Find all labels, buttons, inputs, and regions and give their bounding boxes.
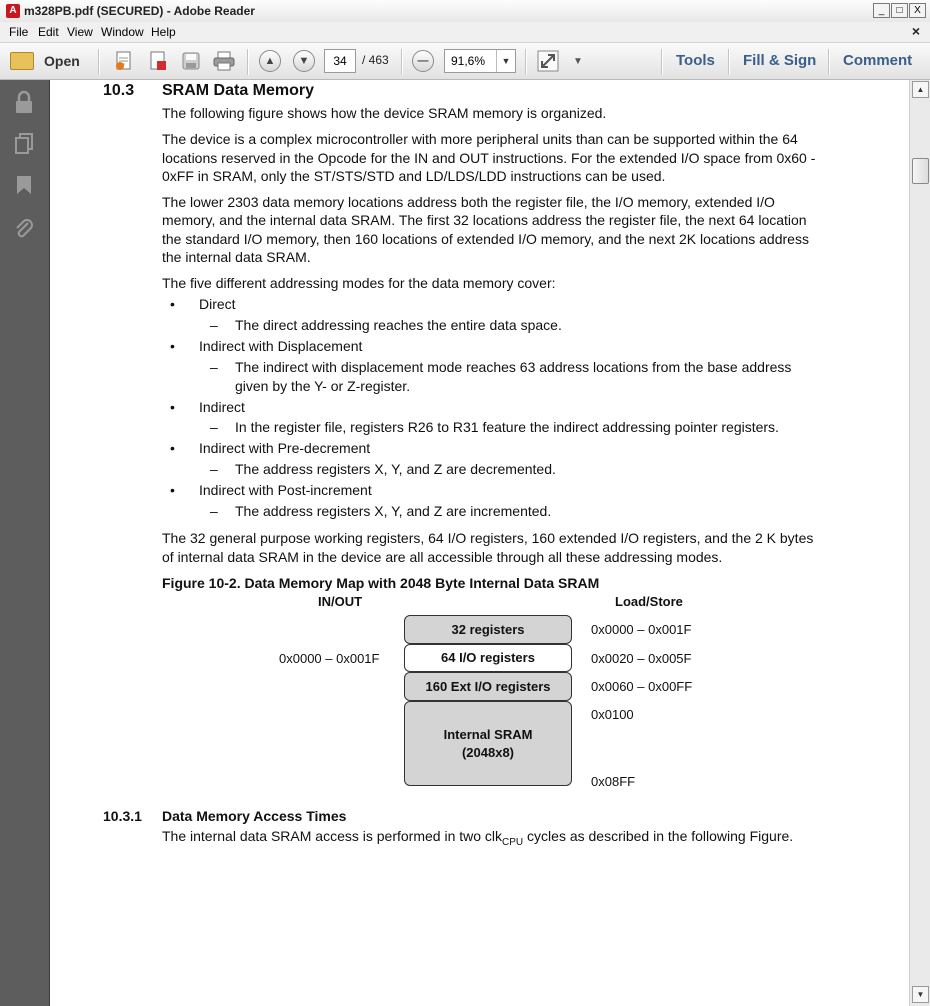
section-title: SRAM Data Memory — [162, 82, 315, 99]
paragraph-line: locations reserved in the Opcode for the IN and OUT instructions. For the extended I/O space from 0x60 - — [162, 149, 816, 166]
sub-list-item: The direct addressing reaches the entire data space. — [235, 317, 562, 333]
minimize-button[interactable]: _ — [873, 3, 890, 18]
paragraph-line: The 32 general purpose working registers, 64 I/O registers, 160 extended I/O registers, and the 2 K bytes — [162, 530, 814, 546]
dash: – — [210, 503, 218, 519]
save-icon[interactable] — [180, 50, 202, 72]
sub-list-item: given by the Y- or Z-register. — [235, 377, 411, 394]
chevron-down-icon: ▼ — [573, 55, 583, 67]
next-page-button[interactable] — [293, 50, 315, 72]
title-bar — [0, 0, 930, 23]
dash: – — [210, 419, 218, 435]
menu-window[interactable]: Window — [101, 25, 144, 39]
menu-view[interactable]: View — [67, 25, 93, 39]
minus-icon: — — [412, 50, 434, 72]
scrollbar-thumb[interactable] — [912, 158, 929, 184]
folder-icon — [10, 52, 34, 70]
zoom-out-button[interactable] — [412, 50, 434, 72]
address-label: 0x0020 – 0x005F — [591, 651, 692, 666]
bullet: • — [170, 399, 175, 415]
paragraph — [162, 827, 822, 852]
print-icon[interactable] — [213, 50, 235, 72]
sub-list-item: The address registers X, Y, and Z are decremented. — [235, 461, 556, 477]
dash: – — [210, 317, 218, 333]
expand-icon — [537, 50, 559, 72]
sram-size: (2048x8) — [461, 745, 515, 760]
vertical-scrollbar[interactable] — [909, 80, 930, 1006]
dash: – — [210, 461, 218, 477]
fit-page-button[interactable] — [537, 50, 559, 72]
paragraph-text: The internal data SRAM access is performed in two clk — [162, 828, 503, 844]
toolbar-separator — [247, 49, 249, 75]
paragraph: The following figure shows how the device SRAM memory is organized. — [162, 105, 607, 121]
menu-file[interactable]: File — [9, 25, 29, 39]
address-label: 0x0000 – 0x001F — [591, 622, 692, 637]
address-label: 0x0100 — [591, 707, 634, 722]
sub-list-item: In the register file, registers R26 to R31 feature the indirect addressing pointer registers. — [235, 419, 779, 435]
address-label: 0x08FF — [591, 774, 636, 789]
address-label: 0x0060 – 0x00FF — [591, 679, 693, 694]
toolbar-separator — [828, 49, 830, 75]
menu-bar — [0, 22, 930, 43]
paragraph-line: of internal data SRAM in the device are all accessible through all these addressing modes. — [162, 548, 723, 565]
scroll-up-icon[interactable]: ▲ — [912, 81, 929, 98]
zoom-select[interactable] — [444, 49, 516, 73]
bullet: • — [170, 296, 175, 312]
paragraph-line: memory, and the internal data SRAM. The first 32 locations address the register file, the next 64 location — [162, 212, 807, 228]
paragraph-line: 0xFF in SRAM, only the ST/STS/STD and LD/LDS/LDD instructions can be used. — [162, 168, 666, 184]
toolbar-separator — [525, 49, 527, 75]
paragraph-text: cycles as described in the following Figure. — [523, 828, 794, 844]
bookmark-icon[interactable] — [13, 174, 35, 198]
sub-list-item: The indirect with displacement mode reaches 63 address locations from the base address — [235, 359, 792, 375]
adobe-reader-icon: A — [6, 4, 20, 18]
maximize-button[interactable]: □ — [891, 3, 908, 18]
paragraph-line: the internal data SRAM. — [162, 249, 311, 265]
dash: – — [210, 359, 218, 375]
document-page[interactable] — [49, 80, 910, 1006]
window-title: m328PB.pdf (SECURED) - Adobe Reader — [24, 4, 255, 18]
paragraph-line: The lower 2303 data memory locations address both the register file, the I/O memory, extended I/O — [162, 193, 775, 210]
memory-block-registers: 32 registers — [404, 615, 572, 644]
navigation-pane — [0, 80, 49, 1006]
subsection-title: Data Memory Access Times — [162, 808, 347, 824]
scroll-down-icon[interactable]: ▼ — [912, 986, 929, 1003]
list-item: Indirect with Displacement — [199, 338, 363, 354]
memory-block-io: 64 I/O registers — [404, 644, 572, 672]
figure-column-inout: IN/OUT — [318, 594, 363, 609]
previous-page-button[interactable] — [259, 50, 281, 72]
comment-button[interactable]: Comment — [843, 52, 913, 69]
inout-address-range: 0x0000 – 0x001F — [279, 651, 380, 666]
list-item: Indirect with Post-increment — [199, 482, 372, 498]
chevron-down-icon[interactable]: ▼ — [496, 50, 515, 72]
toolbar-separator — [401, 49, 403, 75]
create-pdf-icon[interactable] — [113, 50, 135, 72]
tools-button[interactable]: Tools — [676, 52, 715, 69]
subscript: CPU — [502, 836, 524, 848]
subsection-number: 10.3.1 — [103, 808, 142, 824]
figure-column-loadstore: Load/Store — [615, 594, 683, 609]
menu-help[interactable]: Help — [151, 25, 176, 39]
attachment-icon[interactable] — [13, 218, 35, 242]
paragraph-line: the standard I/O memory, then 160 locations of extended I/O memory, and the next 2K locations address — [162, 230, 809, 247]
list-item: Indirect with Pre-decrement — [199, 440, 371, 456]
open-button[interactable] — [10, 50, 80, 72]
paragraph: The five different addressing modes for the data memory cover: — [162, 275, 556, 291]
zoom-value: 91,6% — [451, 54, 486, 68]
arrow-down-icon: ▼ — [293, 50, 315, 72]
page-total: / 463 — [362, 53, 389, 67]
pages-icon[interactable] — [13, 132, 35, 156]
bullet: • — [170, 482, 175, 498]
close-button[interactable]: X — [909, 3, 926, 18]
more-tools-button[interactable] — [567, 50, 589, 72]
close-document-icon[interactable]: × — [911, 23, 920, 39]
lock-icon[interactable] — [13, 90, 35, 114]
menu-edit[interactable]: Edit — [38, 25, 59, 39]
fill-sign-button[interactable]: Fill & Sign — [743, 52, 817, 69]
toolbar-separator — [728, 49, 730, 75]
bullet: • — [170, 440, 175, 456]
bullet: • — [170, 338, 175, 354]
memory-block-ext-io: 160 Ext I/O registers — [404, 672, 572, 701]
list-item: Direct — [199, 296, 236, 312]
arrow-up-icon: ▲ — [259, 50, 281, 72]
sub-list-item: The address registers X, Y, and Z are incremented. — [235, 503, 552, 519]
toolbar-separator — [98, 49, 100, 75]
paragraph-line: The device is a complex microcontroller with more peripheral units than can be supported within the 64 — [162, 131, 798, 147]
memory-block-sram — [404, 701, 572, 786]
toolbar-separator — [661, 49, 663, 75]
section-number: 10.3 — [103, 82, 135, 99]
open-label: Open — [44, 53, 80, 69]
list-item: Indirect — [199, 399, 245, 415]
export-pdf-icon[interactable] — [147, 50, 169, 72]
figure-caption: Figure 10-2. Data Memory Map with 2048 Byte Internal Data SRAM — [162, 575, 600, 591]
page-number-input[interactable]: 34 — [324, 49, 356, 73]
sram-label: Internal SRAM — [443, 727, 533, 742]
